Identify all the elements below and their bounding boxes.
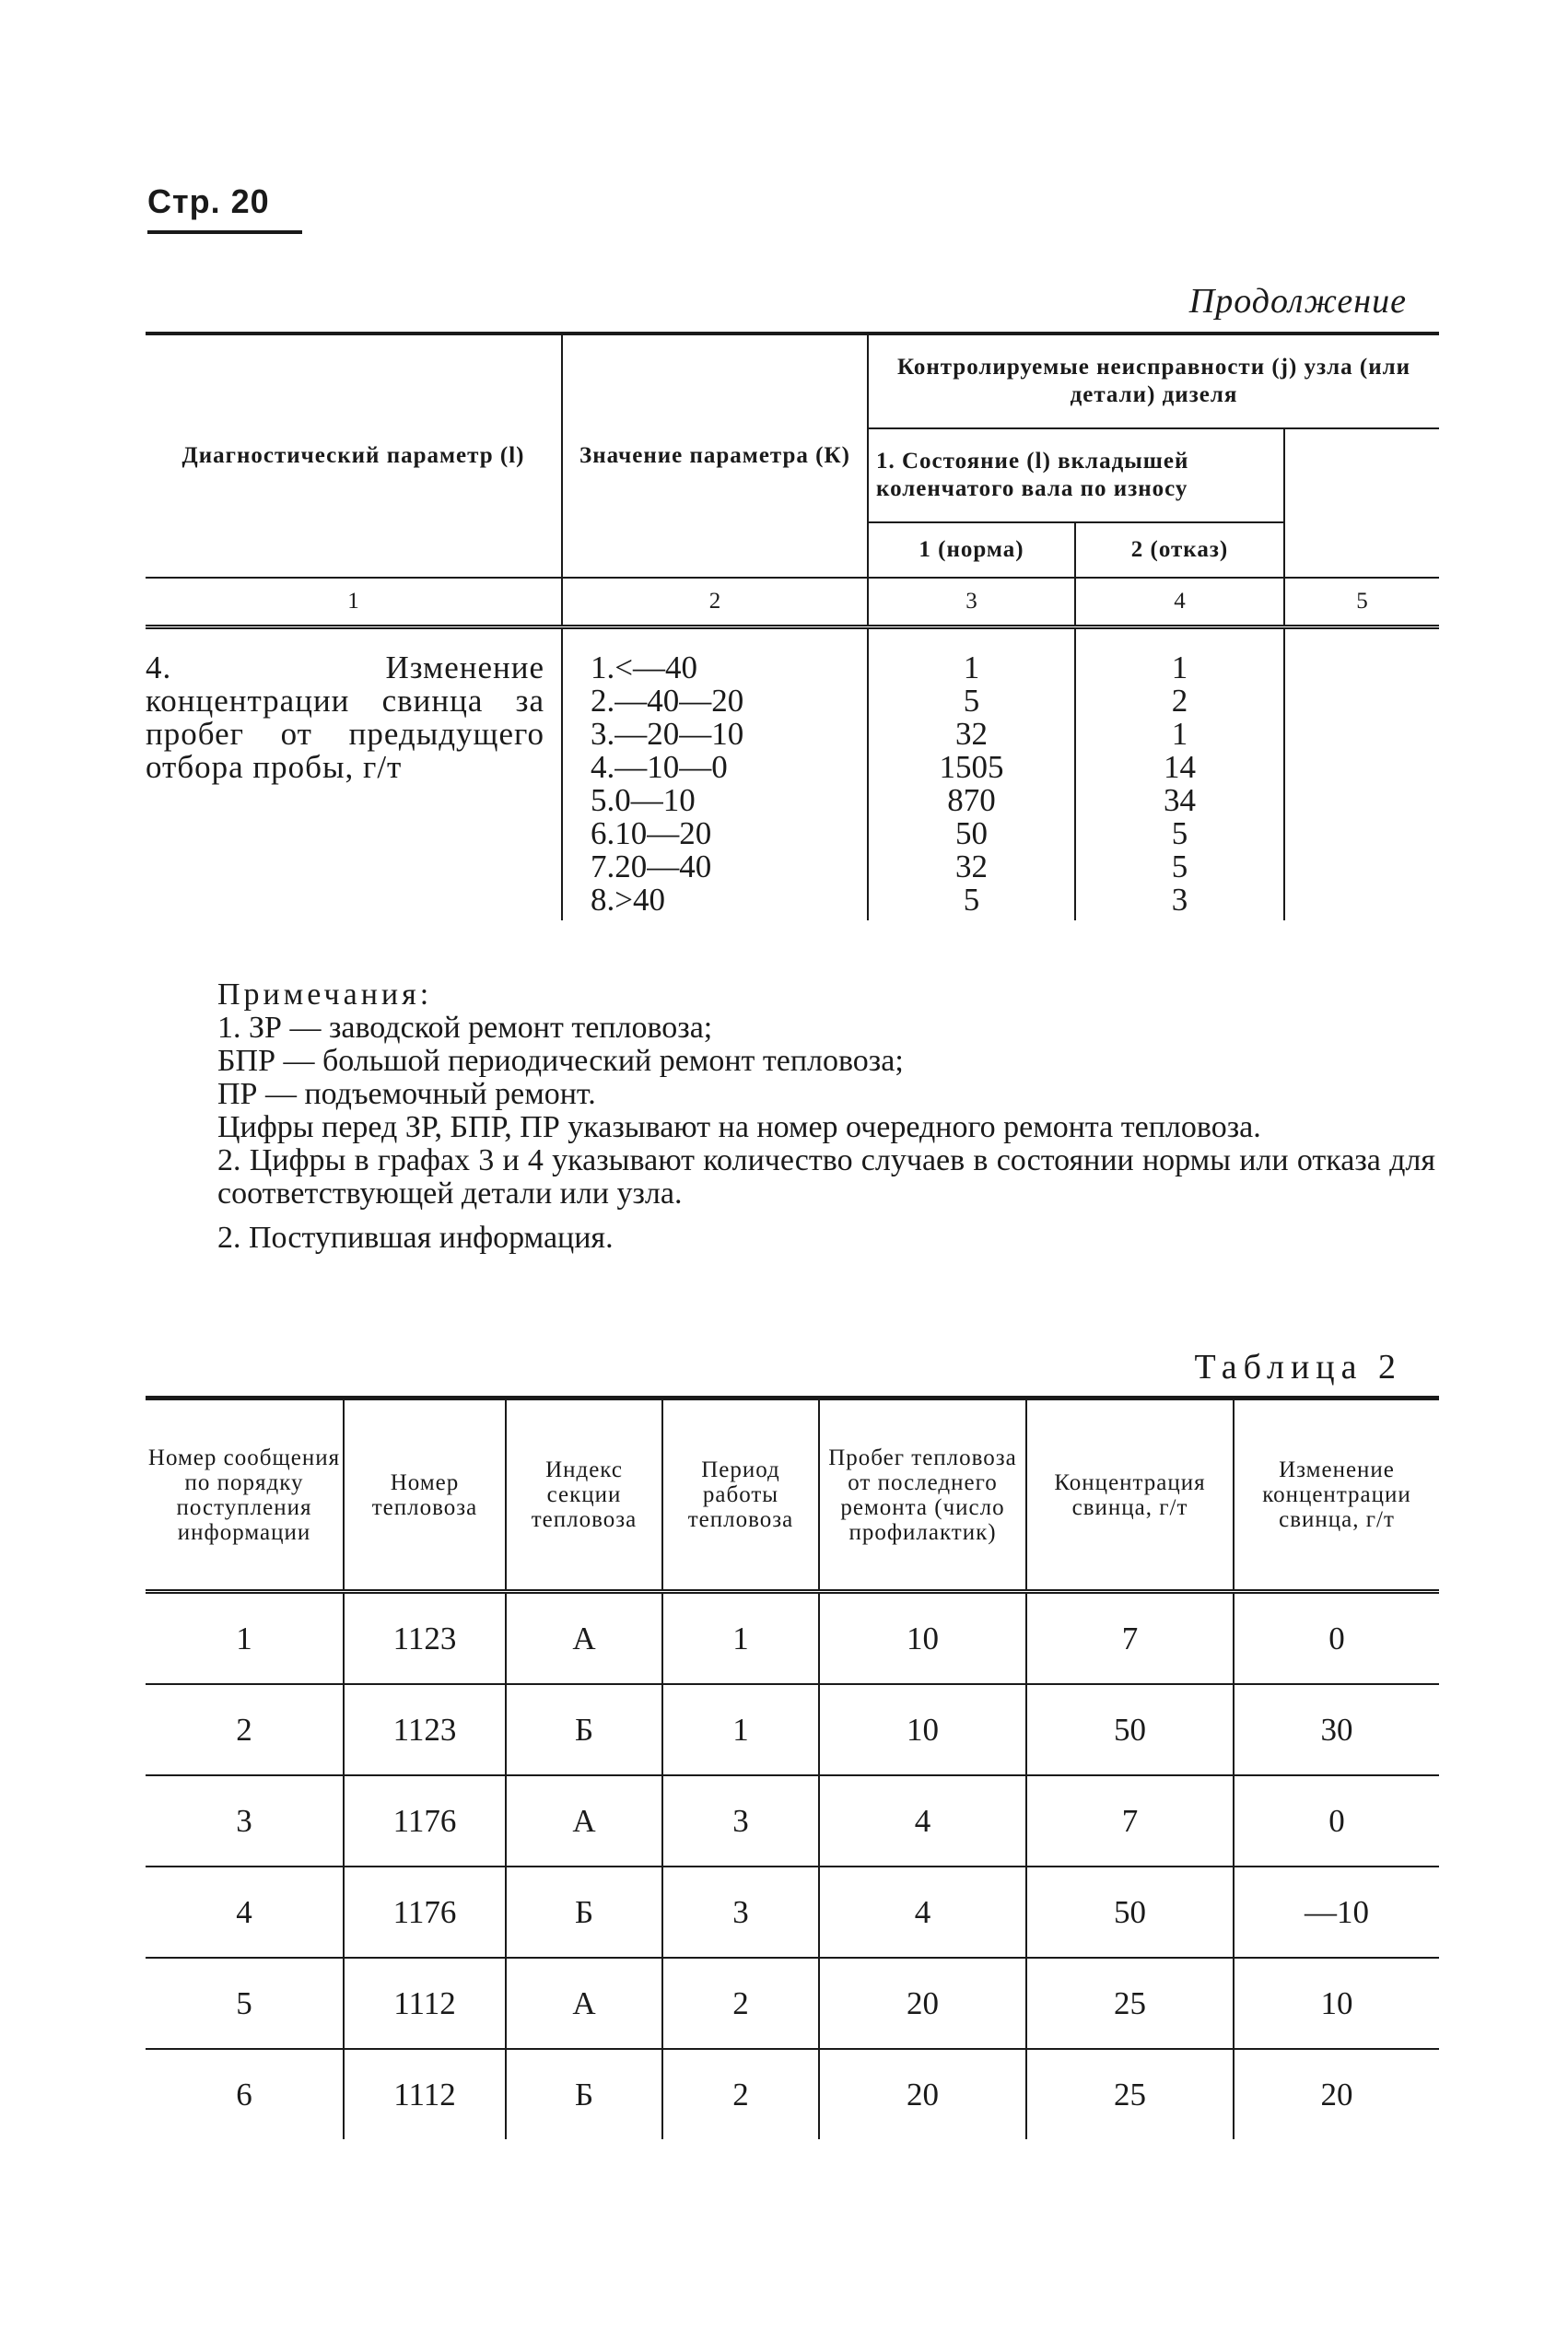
table-cell: 4 (819, 1775, 1026, 1867)
note-line: 1. ЗР — заводской ремонт тепловоза; (217, 1011, 713, 1045)
fail-count: 1 (1171, 716, 1188, 752)
table-cell: 50 (1026, 1684, 1234, 1775)
table-cell: 5 (146, 1958, 344, 2049)
table-cell: 2 (662, 1958, 819, 2049)
table-cell: 3 (146, 1775, 344, 1867)
norm-count: 5 (963, 683, 980, 719)
table-cell: 4 (819, 1867, 1026, 1958)
table-cell: 1176 (344, 1867, 506, 1958)
table-row (146, 2049, 1439, 2139)
notes-heading: Примечания: (217, 977, 433, 1012)
table-cell: 10 (819, 1592, 1026, 1685)
column-number: 3 (868, 578, 1075, 627)
value-item: 2.—40—20 (591, 683, 744, 719)
table-cell: 1123 (344, 1684, 506, 1775)
parameter-description: 4. Изменение концентрации свинца за пробег от предыдущего отбора пробы, г/т (146, 650, 544, 785)
table-cell: 0 (1234, 1592, 1439, 1685)
header-diagnostic-parameter: Диагностический параметр (l) (146, 334, 562, 578)
fail-count: 5 (1171, 849, 1188, 884)
table-cell: 7 (1026, 1592, 1234, 1685)
table-cell: 6 (236, 2076, 252, 2112)
header-norm: 1 (норма) (868, 522, 1075, 578)
table-cell: А (506, 1592, 662, 1685)
value-item: 7.20—40 (591, 849, 712, 884)
table-row (146, 1775, 1439, 1867)
fail-count: 5 (1171, 815, 1188, 851)
table-cell: Б (506, 1684, 662, 1775)
norm-count: 32 (955, 716, 988, 752)
norm-counts (868, 627, 1075, 921)
table-cell: Б (506, 1867, 662, 1958)
table-cell: 10 (1234, 1958, 1439, 2049)
value-item: 8.>40 (591, 882, 665, 918)
table-diagnostic-parameters (146, 332, 1439, 920)
empty-cell (1284, 627, 1439, 921)
table2-header-row (146, 1399, 1439, 1592)
table-cell: Б (506, 2049, 662, 2139)
table-cell: 1 (662, 1592, 819, 1685)
fail-count: 34 (1164, 782, 1196, 818)
header-section-index: Индекс секции тепловоза (506, 1399, 662, 1592)
table-cell: —10 (1234, 1867, 1439, 1958)
value-item: 4.—10—0 (591, 749, 728, 785)
norm-count: 1 (963, 650, 980, 685)
fail-counts (1075, 627, 1284, 921)
header-lead-concentration: Концентрация свинца, г/т (1026, 1399, 1234, 1592)
fail-count: 2 (1171, 683, 1188, 719)
table-cell: А (506, 1775, 662, 1867)
table-cell: 10 (819, 1684, 1026, 1775)
continuation-label: Продолжение (1188, 282, 1407, 321)
norm-count: 1505 (939, 749, 1004, 785)
fail-count: 3 (1171, 882, 1188, 918)
table-cell: 1112 (344, 2049, 506, 2139)
table-cell: 1123 (344, 1592, 506, 1685)
section-heading: 2. Поступившая информация. (217, 1221, 614, 1255)
table-cell: 1 (662, 1684, 819, 1775)
table-cell: 20 (1234, 2049, 1439, 2139)
header-parameter-value: Значение параметра (К) (562, 334, 868, 578)
header-controlled-faults: Контролируемые неисправности (j) узла (или детали) дизеля (868, 334, 1439, 428)
table-cell: 2 (662, 2049, 819, 2139)
table-cell: 2 (146, 1684, 344, 1775)
value-item: 6.10—20 (591, 815, 712, 851)
table-cell: 1112 (344, 1958, 506, 2049)
table-row (146, 627, 1439, 921)
header-bearing-state: 1. Состояние (l) вкладышей коленчатого вала по износу (868, 428, 1284, 522)
parameter-values (562, 627, 868, 921)
table-cell: 7 (1026, 1775, 1234, 1867)
fail-count: 1 (1171, 650, 1188, 685)
table-cell: 25 (1026, 2049, 1234, 2139)
note-line: БПР — большой периодический ремонт тепловоза; (217, 1044, 904, 1078)
page-number: Стр. 20 (147, 182, 270, 220)
table-cell: 1176 (344, 1775, 506, 1867)
table-cell: 3 (662, 1867, 819, 1958)
table-cell: 0 (1234, 1775, 1439, 1867)
fail-count: 14 (1164, 749, 1196, 785)
header-concentration-change: Изменение концентрации свинца, г/т (1234, 1399, 1439, 1592)
page-number-rule (147, 230, 302, 234)
table-cell: 30 (1234, 1684, 1439, 1775)
value-item: 3.—20—10 (591, 716, 744, 752)
note-line: ПР — подъемочный ремонт. (217, 1077, 596, 1111)
column-number-row (146, 578, 1439, 627)
table-row (146, 1867, 1439, 1958)
header-fail: 2 (отказ) (1075, 522, 1284, 578)
norm-count: 5 (963, 882, 980, 918)
table-cell: 20 (819, 2049, 1026, 2139)
header-locomotive-number: Номер тепловоза (344, 1399, 506, 1592)
note-line: 2. Цифры в графах 3 и 4 указывают количество случаев в состоянии нормы или отказа для соответствующей детали или узла. (217, 1143, 1435, 1211)
table-row (146, 1958, 1439, 2049)
norm-count: 870 (947, 782, 996, 818)
norm-count: 32 (955, 849, 988, 884)
column-number: 1 (146, 578, 562, 627)
table-cell: 50 (1026, 1867, 1234, 1958)
table-row (146, 1592, 1439, 1685)
table-incoming-information (146, 1396, 1439, 2139)
header-message-number: Номер сообщения по порядку поступления информации (146, 1399, 344, 1592)
value-item: 5.0—10 (591, 782, 696, 818)
header-empty-col5 (1284, 428, 1439, 578)
table2-title: Таблица 2 (1194, 1348, 1402, 1387)
column-number: 4 (1075, 578, 1284, 627)
table-cell: 20 (819, 1958, 1026, 2049)
table-cell: А (506, 1958, 662, 2049)
table-cell: 25 (1026, 1958, 1234, 2049)
column-number: 5 (1284, 578, 1439, 627)
column-number: 2 (562, 578, 868, 627)
table-cell: 3 (662, 1775, 819, 1867)
value-item: 1.<—40 (591, 650, 697, 685)
table-cell: 1 (146, 1592, 344, 1685)
table-cell: 4 (146, 1867, 344, 1958)
header-work-period: Период работы тепловоза (662, 1399, 819, 1592)
header-mileage: Пробег тепловоза от последнего ремонта (число профилактик) (819, 1399, 1026, 1592)
table-row (146, 1684, 1439, 1775)
norm-count: 50 (955, 815, 988, 851)
notes-block (147, 978, 1435, 1255)
note-line: Цифры перед ЗР, БПР, ПР указывают на номер очередного ремонта тепловоза. (217, 1110, 1261, 1144)
